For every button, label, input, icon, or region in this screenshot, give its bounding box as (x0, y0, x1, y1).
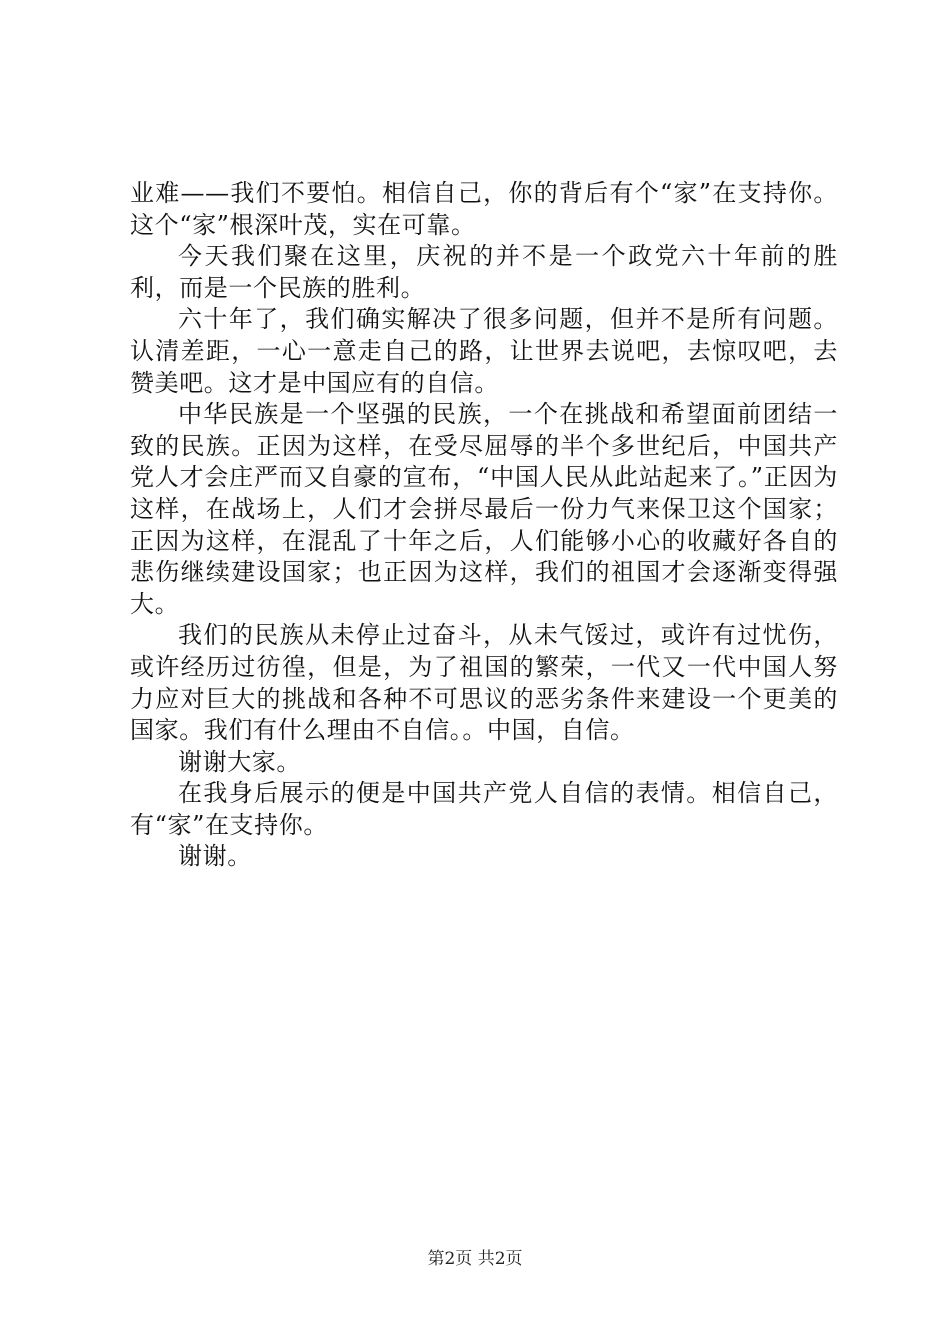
paragraph-behind-me: 在我身后展示的便是中国共产党人自信的表情。相信自己，有“家”在支持你。 (130, 779, 838, 839)
paragraph-thanks: 谢谢。 (178, 842, 252, 871)
paragraph-celebration: 今天我们聚在这里，庆祝的并不是一个政党六十年前的胜利，而是一个民族的胜利。 (130, 242, 838, 302)
paragraph-continued: 业难——我们不要怕。相信自己，你的背后有个“家”在支持你。这个“家”根深叶茂，实在可靠。 (130, 179, 838, 239)
paragraph-struggle: 我们的民族从未停止过奋斗，从未气馁过，或许有过忧伤，或许经历过彷徨，但是，为了祖国的繁荣，一代又一代中国人努力应对巨大的挑战和各种不可思议的恶劣条件来建设一个更美的国家。我们有什么理由不自信。。中国，自信。 (130, 621, 838, 745)
paragraph-sixty-years: 六十年了，我们确实解决了很多问题，但并不是所有问题。认清差距，一心一意走自己的路，让世界去说吧，去惊叹吧，去赞美吧。这才是中国应有的自信。 (130, 305, 838, 397)
paragraph-chinese-nation: 中华民族是一个坚强的民族，一个在挑战和希望面前团结一致的民族。正因为这样，在受尽屈辱的半个多世纪后，中国共产党人才会庄严而又自豪的宣布，“中国人民从此站起来了。”正因为这样，在战场上，人们才会拼尽最后一份力气来保卫这个国家；正因为这样，在混乱了十年之后，人们能够小心的收藏好各自的悲伤继续建设国家；也正因为这样，我们的祖国才会逐渐变得强大。 (130, 400, 838, 618)
document-body (130, 178, 838, 873)
page-number-footer: 第2页 共2页 (427, 1249, 523, 1269)
paragraph-thanks-everyone: 谢谢大家。 (178, 747, 301, 776)
